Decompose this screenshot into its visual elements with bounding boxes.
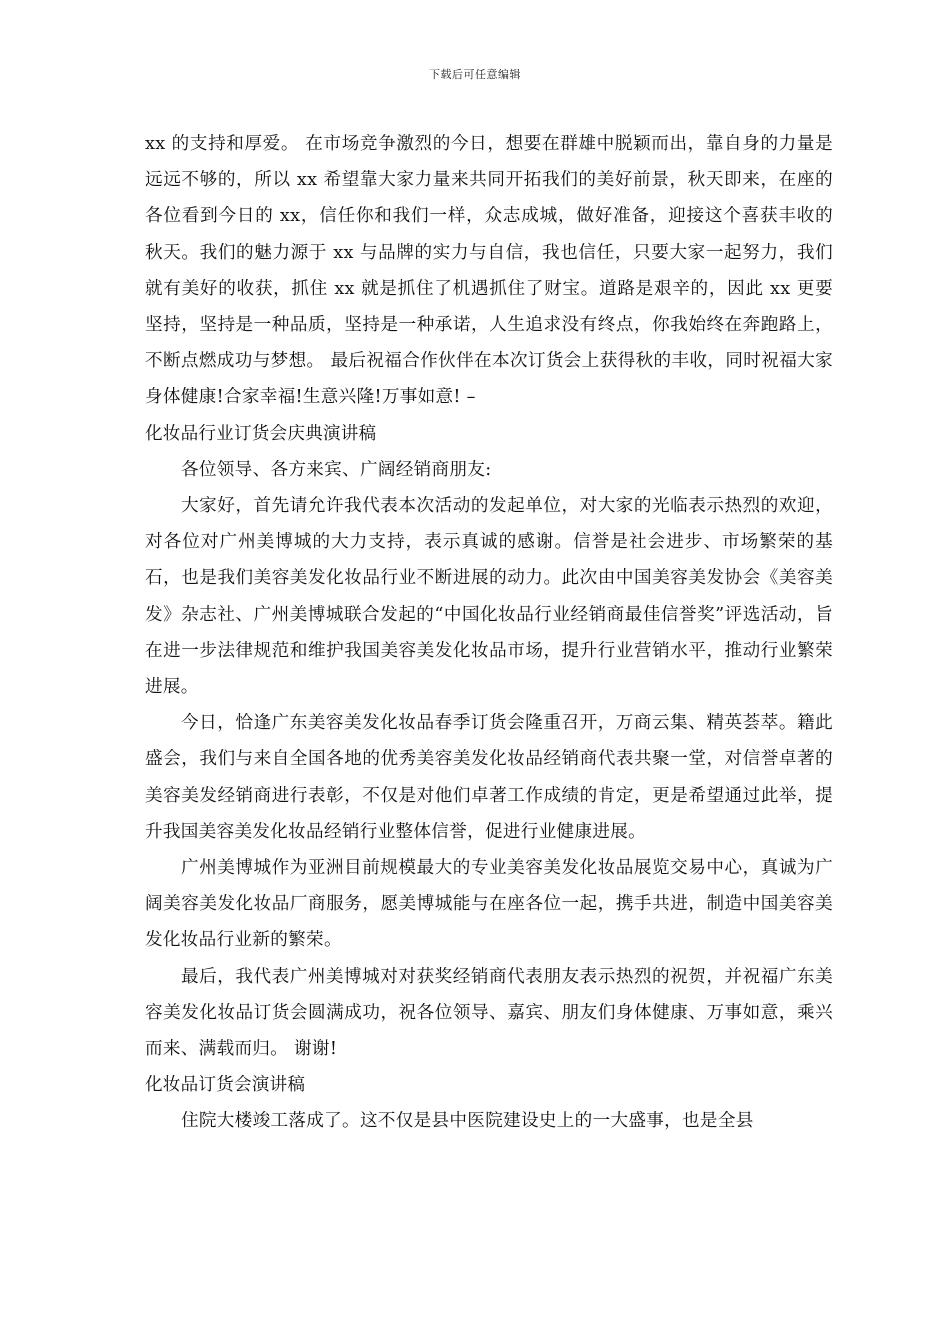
paragraph-salutation: 各位领导、各方来宾、广阔经销商朋友: — [181, 459, 492, 480]
paragraph-closing: 最后，我代表广州美博城对对获奖经销商代表朋友表示热烈的祝贺，并祝福广东美容美发化妆品订货会圆满成功，祝各位领导、嘉宾、朋友们身体健康、万事如意，乘兴而来、满载而归。 谢谢! — [145, 966, 833, 1060]
section-title-order-fair-speech: 化妆品订货会演讲稿 — [145, 1075, 306, 1096]
page-header: 下载后可任意编辑 — [429, 68, 521, 81]
section-title-celebration-speech: 化妆品行业订货会庆典演讲稿 — [145, 423, 377, 444]
paragraph-hospital: 住院大楼竣工落成了。这不仅是县中医院建设史上的一大盛事，也是全县 — [181, 1111, 754, 1132]
paragraph-spring-fair: 今日，恰逢广东美容美发化妆品春季订货会隆重召开，万商云集、精英荟萃。籍此盛会，我们与来自全国各地的优秀美容美发化妆品经销商代表共聚一堂，对信誉卓著的美容美发经销商进行表彰，不仅是对他们卓著工作成绩的肯定，更是希望通过此举，提升我国美容美发化妆品经销行业整体信誉，促进行业健康进展。 — [145, 713, 833, 842]
document-body — [145, 126, 833, 1140]
paragraph-meibo-city: 广州美博城作为亚洲目前规模最大的专业美容美发化妆品展览交易中心，真诚为广阔美容美发化妆品厂商服务，愿美博城能与在座各位一起，携手共进，制造中国美容美发化妆品行业新的繁荣。 — [145, 858, 833, 951]
paragraph-continuation: xx 的支持和厚爱。 在市场竞争激烈的今日，想要在群雄中脱颖而出，靠自身的力量是远远不够的，所以 xx 希望靠大家力量来共同开拓我们的美好前景，秋天即来，在座的各位看到今日的 xx，信任你和我们一样，众志成城，做好准备，迎接这个喜获丰收的秋天。我们的魅力源于 xx 与品牌的实力与自信，我也信任，只要大家一起努力，我们就有美好的收获，抓住 xx 就是抓住了机遇抓住了财宝。道路是艰辛的，因此 xx 更要坚持，坚持是一种品质，坚持是一种承诺，人生追求没有终点，你我始终在奔跑路上，不断点燃成功与梦想。 最后祝福合作伙伴在本次订货会上获得秋的丰收，同时祝福大家身体健康!合家幸福!生意兴隆!万事如意! – — [145, 134, 833, 408]
paragraph-welcome: 大家好，首先请允许我代表本次活动的发起单位，对大家的光临表示热烈的欢迎，对各位对广州美博城的大力支持，表示真诚的感谢。信誉是社会进步、市场繁荣的基石，也是我们美容美发化妆品行业不断进展的动力。此次由中国美容美发协会《美容美发》杂志社、广州美博城联合发起的“中国化妆品行业经销商最佳信誉奖”评选活动，旨在进一步法律规范和维护我国美容美发化妆品市场，提升行业营销水平，推动行业繁荣进展。 — [145, 496, 833, 698]
